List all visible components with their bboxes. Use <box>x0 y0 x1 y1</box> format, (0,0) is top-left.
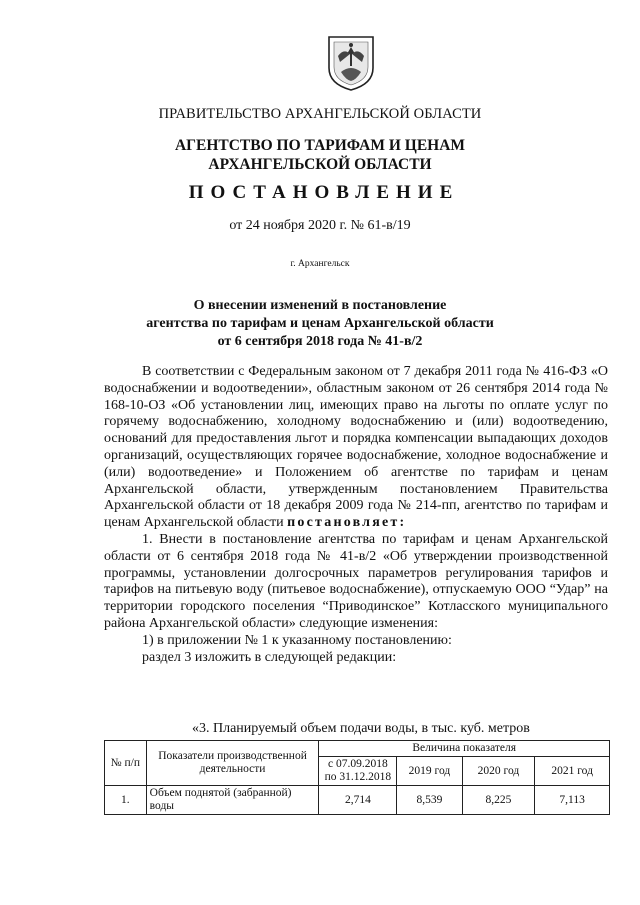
subject-title <box>0 297 640 351</box>
item-1-paragraph: 1. Внести в постановление агентства по тарифам и ценам Архангельской области от 6 сентября 2018 года № 41-в/2 «Об утверждении производственной программы, установлении долгосрочных параметров регулирования тарифов и тарифов на питьевую воду (питьевое водоснабжение), отпускаемую ООО “Удар” на территории городского поселения “Приводинское” Котласского муниципального района Архангельской области» следующие изменения: <box>104 531 608 631</box>
header-2020: 2020 год <box>462 757 535 786</box>
header-indicators: Показатели производственной деятельности <box>146 741 319 786</box>
row-value-2020: 8,225 <box>462 786 535 815</box>
agency-name-line2: АРХАНГЕЛЬСКОЙ ОБЛАСТИ <box>208 156 432 173</box>
subitem-1: 1) в приложении № 1 к указанному постановлению: <box>142 632 452 648</box>
row-value-2019: 8,539 <box>397 786 462 815</box>
row-value-2021: 7,113 <box>535 786 610 815</box>
row-value-period1: 2,714 <box>319 786 397 815</box>
subject-line1: О внесении изменений в постановление <box>193 298 447 313</box>
header-period1: с 07.09.2018 по 31.12.2018 <box>319 757 397 786</box>
subitem-2: раздел 3 изложить в следующей редакции: <box>142 649 397 665</box>
decrees-word: постановляет: <box>287 515 407 531</box>
header-num: № п/п <box>105 741 147 786</box>
city: г. Архангельск <box>290 259 350 269</box>
header-value: Величина показателя <box>319 741 610 757</box>
document-type: ПОСТАНОВЛЕНИЕ <box>188 182 460 203</box>
agency-name-line1: АГЕНТСТВО ПО ТАРИФАМ И ЦЕНАМ <box>174 137 466 154</box>
row-name: Объем поднятой (забранной) воды <box>146 786 319 815</box>
date-number: от 24 ноября 2020 г. № 61-в/19 <box>229 218 411 233</box>
water-volume-table <box>104 740 610 815</box>
subject-line3: от 6 сентября 2018 года № 41-в/2 <box>217 334 423 349</box>
preamble-paragraph <box>104 364 608 532</box>
subject-line2: агентства по тарифам и ценам Архангельской области <box>146 316 494 331</box>
table-header-row-1 <box>105 741 610 757</box>
table-row <box>105 786 610 815</box>
preamble-text: В соответствии с Федеральным законом от 7 декабря 2011 года № 416-ФЗ «О водоснабжении и водоотведении», областным законом от 26 сентября 2014 года № 168-10-ОЗ «Об установлении лиц, имеющих право на льготы по оплате услуг по горячему водоснабжению, холодному водоснабжению и (или) водоотведению, оснований для предоставления льгот и порядка компенсации выпадающих доходов организаций, осуществляющих горячее водоснабжение, холодное водоснабжение и (или) водоотведение» и Положением об агентстве по тарифам и ценам Архангельской области, утвержденным постановлением Правительства Архангельской области от 18 декабря 2009 года № 214-пп, агентство по тарифам и ценам Архангельской области <box>104 364 608 531</box>
government-name: ПРАВИТЕЛЬСТВО АРХАНГЕЛЬСКОЙ ОБЛАСТИ <box>158 106 482 122</box>
document-body <box>104 364 608 666</box>
agency-name <box>0 136 640 174</box>
header-2019: 2019 год <box>397 757 462 786</box>
row-num: 1. <box>105 786 147 815</box>
table-title: «3. Планируемый объем подачи воды, в тыс. куб. метров <box>192 721 530 736</box>
coat-of-arms-icon <box>326 34 376 92</box>
header-2021: 2021 год <box>535 757 610 786</box>
